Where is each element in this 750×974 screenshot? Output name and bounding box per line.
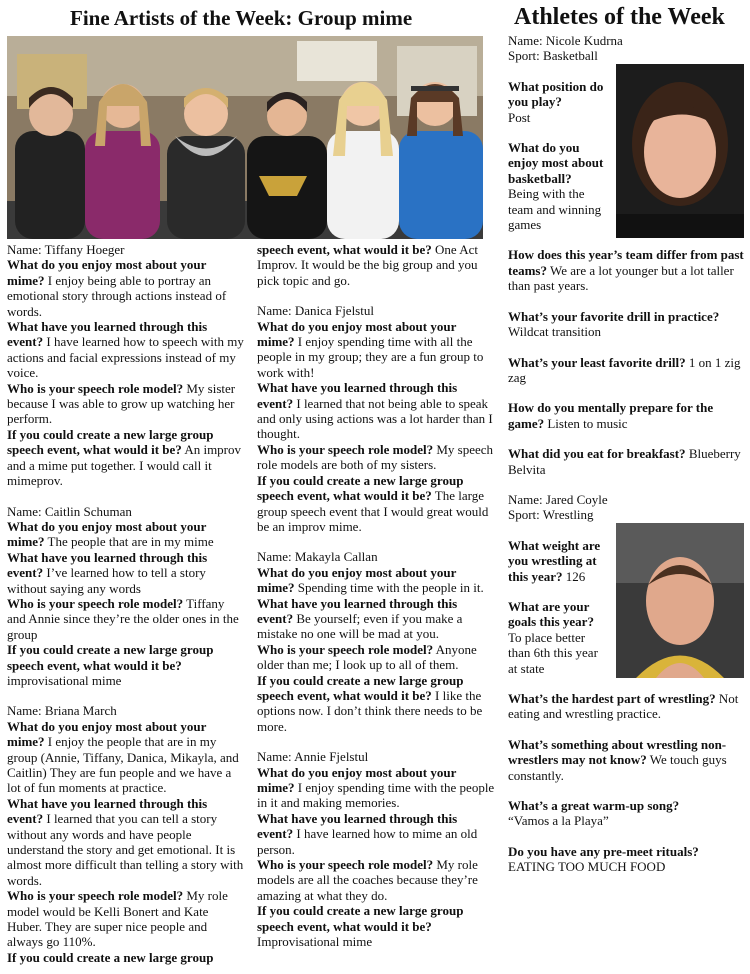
group-photo: [7, 36, 483, 239]
answer: improvisational mime: [7, 672, 122, 688]
answer: Spending time with the people in it.: [294, 580, 484, 596]
question: What position do you play?: [508, 78, 604, 110]
qa-item: [7, 519, 245, 550]
answer: Anyone older than me; I look up to all of them.: [257, 641, 477, 673]
answer: An improv and a mime put together. I would call it mimeprov.: [7, 442, 242, 489]
answer: I enjoy spending time with all the people in my group; they are a fun group to work with!: [257, 334, 484, 380]
athlete-qa: [508, 355, 744, 386]
question: If you could create a new large group speech event, what would it be?: [7, 426, 214, 458]
question: If you could create a new large group: [7, 949, 214, 965]
answer: I like the options now. I don’t think there needs to be more.: [257, 687, 483, 734]
question: If you could create a new large group speech event, what would it be?: [257, 903, 464, 934]
athlete-qa: [508, 247, 744, 293]
qa-item: [257, 857, 495, 903]
qa-item: [7, 642, 245, 688]
question: What do you enjoy most about your mime?: [257, 318, 457, 350]
column-2: [257, 242, 495, 949]
question: What did you eat for breakfast?: [508, 446, 686, 462]
qa-item: [257, 811, 495, 857]
answer: Post: [508, 109, 531, 125]
athlete-qa: [508, 844, 744, 875]
student-name: Name: Caitlin Schuman: [7, 503, 132, 519]
answer: Improvisational mime: [257, 934, 373, 950]
question: What’s the hardest part of wrestling?: [508, 691, 716, 706]
paragraph-gap: [257, 288, 495, 303]
qa-item: [257, 319, 495, 381]
answer: Not eating and wrestling practice.: [508, 691, 739, 722]
answer: 126: [562, 568, 586, 584]
athlete-qa: [508, 691, 744, 722]
qa-item: [257, 673, 495, 735]
nicole-kudrna-portrait: [616, 64, 744, 238]
athlete-qa: [508, 798, 744, 829]
question: If you could create a new large group speech event, what would it be?: [7, 642, 214, 673]
answer: Listen to music: [544, 415, 628, 431]
answer: My role models are all the coaches because they’re amazing at what they do.: [257, 857, 478, 903]
answer: “Vamos a la Playa”: [508, 813, 609, 829]
athlete-qa: [508, 737, 744, 783]
qa-item: [257, 903, 495, 949]
question: If you could create a new large group speech event, what would it be?: [257, 472, 464, 504]
athlete-2-sport: Sport: Wrestling: [508, 507, 594, 523]
answer: Be yourself; even if you make a mistake no one will be mad at you.: [257, 610, 463, 642]
student-name: Name: Danica Fjelstul: [257, 303, 374, 319]
answer: Tiffany and Annie since they’re the older ones in the group: [7, 595, 239, 642]
question: What do you enjoy most about your mime?: [7, 518, 207, 550]
student-name: Name: Annie Fjelstul: [257, 749, 369, 765]
column-1: [7, 242, 245, 965]
answer: I have learned how to speech with my actions and facial expressions instead of my voice.: [7, 334, 244, 381]
qa-item: [7, 596, 245, 642]
answer: I learned that not being able to speak and only using actions was a lot harder than I thought.: [257, 395, 493, 442]
question: What have you learned through this event?: [7, 795, 208, 827]
paragraph-gap: [7, 688, 245, 703]
question: Who is your speech role model?: [7, 595, 184, 611]
answer: I’ve learned how to tell a story without saying any words: [7, 565, 206, 596]
answer: One Act Improv. It would be the big group and you pick topic and go.: [257, 242, 478, 288]
athletes-column: [508, 33, 744, 890]
question: Who is your speech role model?: [257, 641, 434, 657]
student-name: Name: Briana March: [7, 703, 117, 719]
athlete-1-name: Name: Nicole Kudrna: [508, 33, 623, 48]
student-name: Name: Tiffany Hoeger: [7, 242, 125, 257]
qa-item: [257, 596, 495, 642]
answer: Blueberry Belvita: [508, 446, 741, 477]
qa-item: [7, 950, 245, 965]
qa-item: [7, 888, 245, 950]
answer: We are a lot younger but a lot taller than past years.: [508, 262, 734, 294]
question: What’s a great warm-up song?: [508, 798, 680, 814]
qa-item: [7, 796, 245, 888]
student-name: Name: Makayla Callan: [257, 549, 378, 565]
answer: My speech role models are both of my sisters.: [257, 441, 494, 473]
qa-item: [257, 442, 495, 473]
qa-item: [257, 242, 495, 288]
question: speech event, what would it be?: [257, 242, 432, 257]
qa-item: [7, 381, 245, 427]
answer: I enjoy being able to portray an emotional story through actions instead of words.: [7, 272, 227, 319]
question: What do you enjoy most about your mime?: [257, 564, 457, 596]
question: What’s something about wrestling non-wrestlers may not know?: [508, 736, 727, 768]
question: If you could create a new large group speech event, what would it be?: [257, 672, 464, 703]
question: What do you enjoy most about your mime?: [257, 764, 457, 795]
athlete-2-name: Name: Jared Coyle: [508, 491, 608, 507]
qa-item: [7, 550, 245, 596]
question: How do you mentally prepare for the game?: [508, 400, 714, 431]
fine-artists-title: Fine Artists of the Week: Group mime: [70, 6, 413, 30]
answer: I enjoy spending time with the people in it and making memories.: [257, 780, 495, 811]
question: What have you learned through this event?: [257, 810, 458, 842]
question: How does this year’s team differ from past teams?: [508, 247, 744, 278]
answer: EATING TOO MUCH FOOD: [508, 859, 666, 875]
question: What weight are you wrestling at this year?: [508, 537, 601, 584]
answer: I learned that you can tell a story without any words and have people understand the story and get emotional. It is almost more difficult than telling a story with words.: [7, 811, 244, 888]
question: Who is your speech role model?: [257, 857, 434, 873]
qa-item: [7, 719, 245, 796]
answer: Being with the team and winning games: [508, 186, 602, 233]
question: What do you enjoy most about basketball?: [508, 140, 604, 186]
athlete-qa: [508, 400, 744, 431]
answer: I enjoy the people that are in my group (Annie, Tiffany, Danica, Mikayla, and Caitlin) They are fun people and we have a lot of fun moments at practice.: [7, 734, 239, 796]
qa-item: [257, 565, 495, 596]
athlete-qa: [508, 309, 744, 340]
qa-item: [7, 319, 245, 381]
question: What do you enjoy most about your mime?: [7, 257, 207, 288]
qa-item: [7, 257, 245, 319]
jared-coyle-portrait: [616, 523, 744, 678]
paragraph-gap: [257, 734, 495, 749]
question: What’s your least favorite drill?: [508, 354, 686, 370]
paragraph-gap: [257, 534, 495, 549]
qa-item: [257, 765, 495, 811]
question: Who is your speech role model?: [257, 441, 434, 457]
question: Who is your speech role model?: [7, 888, 184, 904]
question: What have you learned through this event?: [7, 549, 208, 581]
question: Who is your speech role model?: [7, 380, 184, 396]
answer: The large group speech event that I would great would be an improv mime.: [257, 488, 489, 534]
question: What are your goals this year?: [508, 598, 594, 630]
question: What do you enjoy most about your mime?: [7, 718, 207, 750]
answer: I have learned how to mime an old person.: [257, 826, 478, 857]
question: What have you learned through this event?: [7, 319, 208, 350]
athletes-title: Athletes of the Week: [514, 4, 725, 30]
qa-item: [7, 427, 245, 489]
question: Do you have any pre-meet rituals?: [508, 843, 699, 859]
athlete-1-sport: Sport: Basketball: [508, 48, 598, 64]
question: What have you learned through this event?: [257, 595, 458, 626]
answer: Wildcat transition: [508, 324, 601, 340]
qa-item: [257, 473, 495, 535]
paragraph-gap: [7, 489, 245, 504]
question: What’s your favorite drill in practice?: [508, 308, 720, 324]
answer: The people that are in my mime: [44, 534, 214, 550]
answer: To place better than 6th this year at state: [508, 629, 598, 676]
answer: My sister because I was able to grow up watching her perform.: [7, 380, 236, 427]
question: What have you learned through this event?: [257, 380, 458, 411]
qa-item: [257, 380, 495, 442]
athlete-qa: [508, 446, 744, 477]
qa-item: [257, 642, 495, 673]
answer: 1 on 1 zig zag: [508, 354, 741, 385]
answer: We touch guys constantly.: [508, 752, 727, 783]
answer: My role model would be Kelli Bonert and Kate Huber. They are super nice people and always go 110%.: [7, 888, 228, 950]
